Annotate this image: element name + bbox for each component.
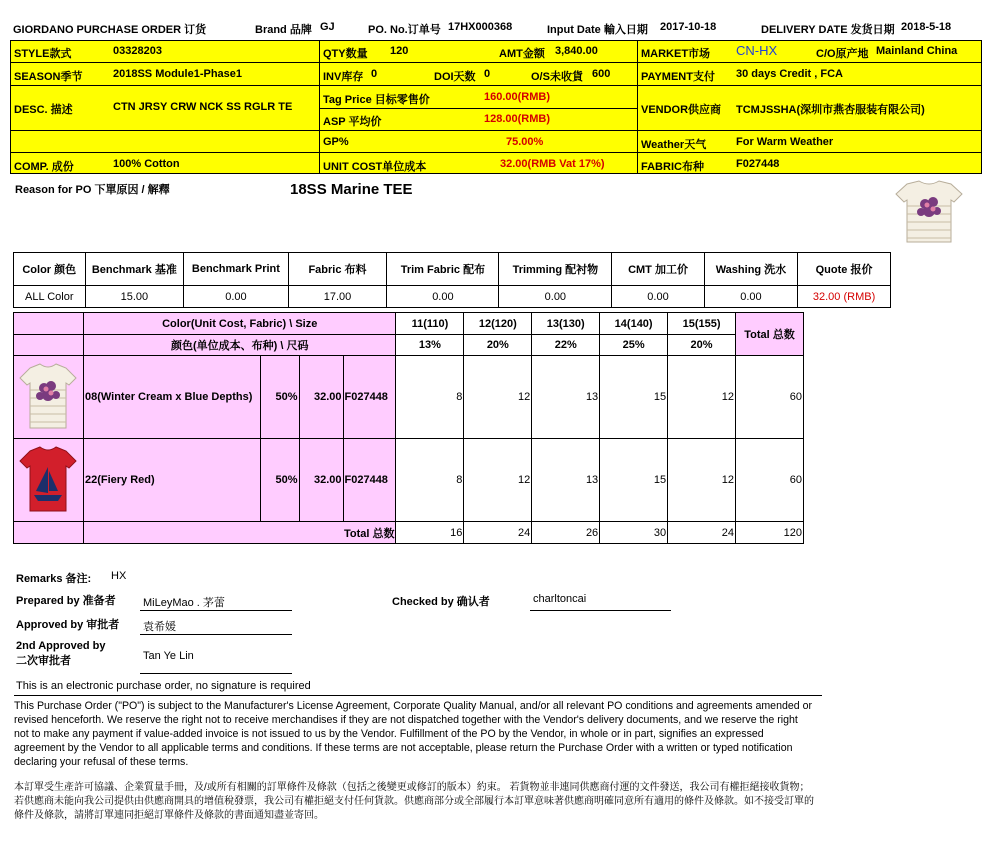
color-name: 22(Fiery Red)	[83, 439, 260, 522]
cost-cell: 0.00	[704, 286, 797, 308]
os-label: O/S未收貨	[531, 71, 583, 83]
size-label: 13(130)	[532, 313, 600, 335]
product-thumbnail-image	[893, 178, 965, 246]
footer-total-cell: 16	[396, 522, 464, 544]
reason-label: Reason for PO 下單原因 / 解釋	[15, 184, 170, 196]
quote-cell: 32.00 (RMB)	[798, 286, 891, 308]
size-ratio: 22%	[532, 335, 600, 356]
color-swatch-cell	[14, 439, 84, 522]
cost-cell: 0.00	[184, 286, 288, 308]
color-pct: 50%	[260, 439, 299, 522]
qty-cell: 13	[532, 356, 600, 439]
electronic-note: This is an electronic purchase order, no signature is required	[16, 680, 311, 692]
qty-label: QTY数量	[323, 48, 368, 60]
cost-cell: 0.00	[499, 286, 612, 308]
payment-label: PAYMENT支付	[641, 71, 715, 83]
cost-cell: 0.00	[612, 286, 705, 308]
asp-label: ASP 平均价	[323, 116, 382, 128]
legal-terms-en: This Purchase Order ("PO") is subject to the Manufacturer's License Agreement, Corporate Quality Manual, and/or all relevant PO conditions and agreements amended or revised henceforth. We reserve the right not to receive merchandises if they are not dispatched together with the Vendor's delivery documents, and we reserve the right not to make any payment if value-added invoice is not issued to us by the Vendor. Fulfillment of the PO by the Vendor, in whole or in part, signifies an expressed agreement by the Vendor to all applicable terms and conditions. If these terms are not acceptable, please return the Purchase Order with a written or typed notification declaring your refusal of these terms.	[14, 700, 813, 768]
size-label: 14(140)	[600, 313, 668, 335]
footer-total-cell: 24	[668, 522, 736, 544]
vendor-label: VENDOR供应商	[641, 104, 722, 116]
size-header-cn: 颜色(单位成本、布种) \ 尺码	[83, 335, 396, 356]
qty-cell: 15	[600, 356, 668, 439]
tag-price-value: 160.00(RMB)	[484, 91, 551, 103]
os-value: 600	[592, 68, 611, 80]
cost-cell: 17.00	[288, 286, 387, 308]
qty-cell: 12	[464, 439, 532, 522]
row-total: 60	[736, 356, 804, 439]
second-approved-label-cn: 二次审批者	[16, 655, 71, 667]
po-number-value: 17HX000368	[448, 21, 513, 33]
size-total-row	[14, 522, 804, 544]
payment-value: 30 days Credit , FCA	[736, 68, 843, 80]
market-value: CN-HX	[736, 43, 778, 58]
footer-total-cell: 26	[532, 522, 600, 544]
amt-label: AMT金额	[499, 48, 545, 60]
style-label: STYLE款式	[14, 48, 72, 60]
footer-total-cell: 24	[464, 522, 532, 544]
input-date-value: 2017-10-18	[660, 21, 717, 33]
table-row	[14, 439, 804, 522]
qty-cell: 13	[532, 439, 600, 522]
size-ratio-row	[14, 335, 804, 356]
qty-cell: 15	[600, 439, 668, 522]
cost-header-cell: Trim Fabric 配布	[387, 253, 499, 286]
tag-price-label: Tag Price 目标零售价	[323, 94, 430, 106]
size-ratio: 13%	[396, 335, 464, 356]
color-fabric: F027448	[343, 356, 396, 439]
color-pct: 50%	[260, 356, 299, 439]
desc-label: DESC. 描述	[14, 104, 73, 116]
approved-label: Approved by 审批者	[16, 619, 120, 631]
size-label: 15(155)	[668, 313, 736, 335]
unit-cost-label: UNIT COST单位成本	[323, 161, 427, 173]
unit-cost-value: 32.00(RMB Vat 17%)	[500, 158, 605, 170]
prepared-label: Prepared by 准备者	[16, 595, 116, 607]
color-fabric: F027448	[343, 439, 396, 522]
doi-value: 0	[484, 68, 491, 80]
inv-label: INV库存	[323, 71, 364, 83]
remarks-value: HX	[111, 570, 127, 582]
qty-cell: 12	[668, 439, 736, 522]
footer-total-label: Total 总数	[83, 522, 396, 544]
grand-total-cell: 120	[736, 522, 804, 544]
checked-value: charltoncai	[533, 593, 587, 605]
cost-header-cell: Color 颜色	[14, 253, 86, 286]
product-title: 18SS Marine TEE	[290, 181, 413, 198]
inv-value: 0	[371, 68, 378, 80]
checked-label: Checked by 确认者	[392, 596, 490, 608]
style-value: 03328203	[113, 45, 162, 57]
asp-value: 128.00(RMB)	[484, 113, 551, 125]
cost-table-row	[14, 286, 891, 308]
desc-value: CTN JRSY CRW NCK SS RGLR TE	[113, 101, 293, 113]
cost-header-cell: Trimming 配衬物	[499, 253, 612, 286]
brand-label: Brand 品牌	[255, 24, 312, 36]
cost-table-header-row	[14, 253, 891, 286]
cost-header-cell: Quote 报价	[798, 253, 891, 286]
cost-header-cell: Washing 洗水	[704, 253, 797, 286]
prepared-value: MiLeyMao . 茅蕾	[143, 597, 225, 609]
fiery-red-tee-image	[18, 443, 78, 515]
color-cost: 32.00	[299, 439, 343, 522]
gp-value: 75.00%	[506, 136, 544, 148]
amt-value: 3,840.00	[555, 45, 598, 57]
table-row	[14, 356, 804, 439]
delivery-date-label: DELIVERY DATE 发货日期	[761, 24, 895, 36]
second-approved-label-en: 2nd Approved by	[16, 640, 106, 652]
color-swatch-cell	[14, 356, 84, 439]
weather-value: For Warm Weather	[736, 136, 834, 148]
size-ratio: 20%	[464, 335, 532, 356]
total-header: Total 总数	[736, 313, 804, 356]
qty-cell: 12	[668, 356, 736, 439]
cost-header-cell: Benchmark Print	[184, 253, 288, 286]
size-header-en: Color(Unit Cost, Fabric) \ Size	[83, 313, 396, 335]
po-info-grid	[10, 40, 982, 174]
gp-label: GP%	[323, 136, 349, 148]
cost-cell: ALL Color	[14, 286, 86, 308]
size-breakdown-table	[13, 312, 804, 544]
market-label: MARKET市场	[641, 48, 711, 60]
origin-label: C/O原产地	[816, 48, 869, 60]
qty-cell: 12	[464, 356, 532, 439]
comp-label: COMP. 成份	[14, 161, 74, 173]
approved-value: 袁希媛	[143, 621, 176, 633]
cost-header-cell: Fabric 布料	[288, 253, 387, 286]
comp-value: 100% Cotton	[113, 158, 180, 170]
cost-cell: 0.00	[387, 286, 499, 308]
delivery-date-value: 2018-5-18	[901, 21, 952, 33]
remarks-label: Remarks 备注:	[16, 573, 92, 585]
qty-value: 120	[390, 45, 409, 57]
po-number-label: PO. No.订单号	[368, 24, 441, 36]
weather-label: Weather天气	[641, 139, 707, 151]
footer-total-cell: 30	[600, 522, 668, 544]
cost-breakdown-table	[13, 252, 891, 308]
cost-header-cell: CMT 加工价	[612, 253, 705, 286]
winter-cream-tee-image	[18, 360, 78, 432]
second-approved-value: Tan Ye Lin	[143, 650, 194, 662]
qty-cell: 8	[396, 356, 464, 439]
vendor-value: TCMJSSHA(深圳市燕杏服装有限公司)	[736, 104, 925, 116]
size-label: 12(120)	[464, 313, 532, 335]
season-value: 2018SS Module1-Phase1	[113, 68, 243, 80]
size-label: 11(110)	[396, 313, 464, 335]
qty-cell: 8	[396, 439, 464, 522]
doi-label: DOI天数	[434, 71, 476, 83]
brand-value: GJ	[320, 21, 335, 33]
size-ratio: 25%	[600, 335, 668, 356]
cost-cell: 15.00	[85, 286, 184, 308]
origin-value: Mainland China	[876, 45, 958, 57]
size-header-row	[14, 313, 804, 335]
row-total: 60	[736, 439, 804, 522]
fabric-label: FABRIC布种	[641, 161, 704, 173]
color-name: 08(Winter Cream x Blue Depths)	[83, 356, 260, 439]
po-title: GIORDANO PURCHASE ORDER 订货	[13, 24, 207, 36]
season-label: SEASON季节	[14, 71, 83, 83]
fabric-value: F027448	[736, 158, 780, 170]
legal-terms-cn: 本訂單受生產許可協議、企業質量手冊，及/或所有相關的訂單條件及條款（包括之後變更或修訂的版本）約束。 若貨物並非連同供應商付運的文件發送，我公司有權拒絕接收貨物；若供應商未能向我公司提供由供應商開具的增值稅發票，我公司有權拒絕支付任何貨款。供應商部分或全部履行本訂單意味著供應商明確同意所有適用的條件及條款。如不接受訂單的條件及條款，請將訂單連同拒絕訂單條件及條款的書面通知盡並寄回。	[14, 782, 814, 821]
color-cost: 32.00	[299, 356, 343, 439]
input-date-label: Input Date 輸入日期	[547, 24, 648, 36]
size-ratio: 20%	[668, 335, 736, 356]
cost-header-cell: Benchmark 基准	[85, 253, 184, 286]
